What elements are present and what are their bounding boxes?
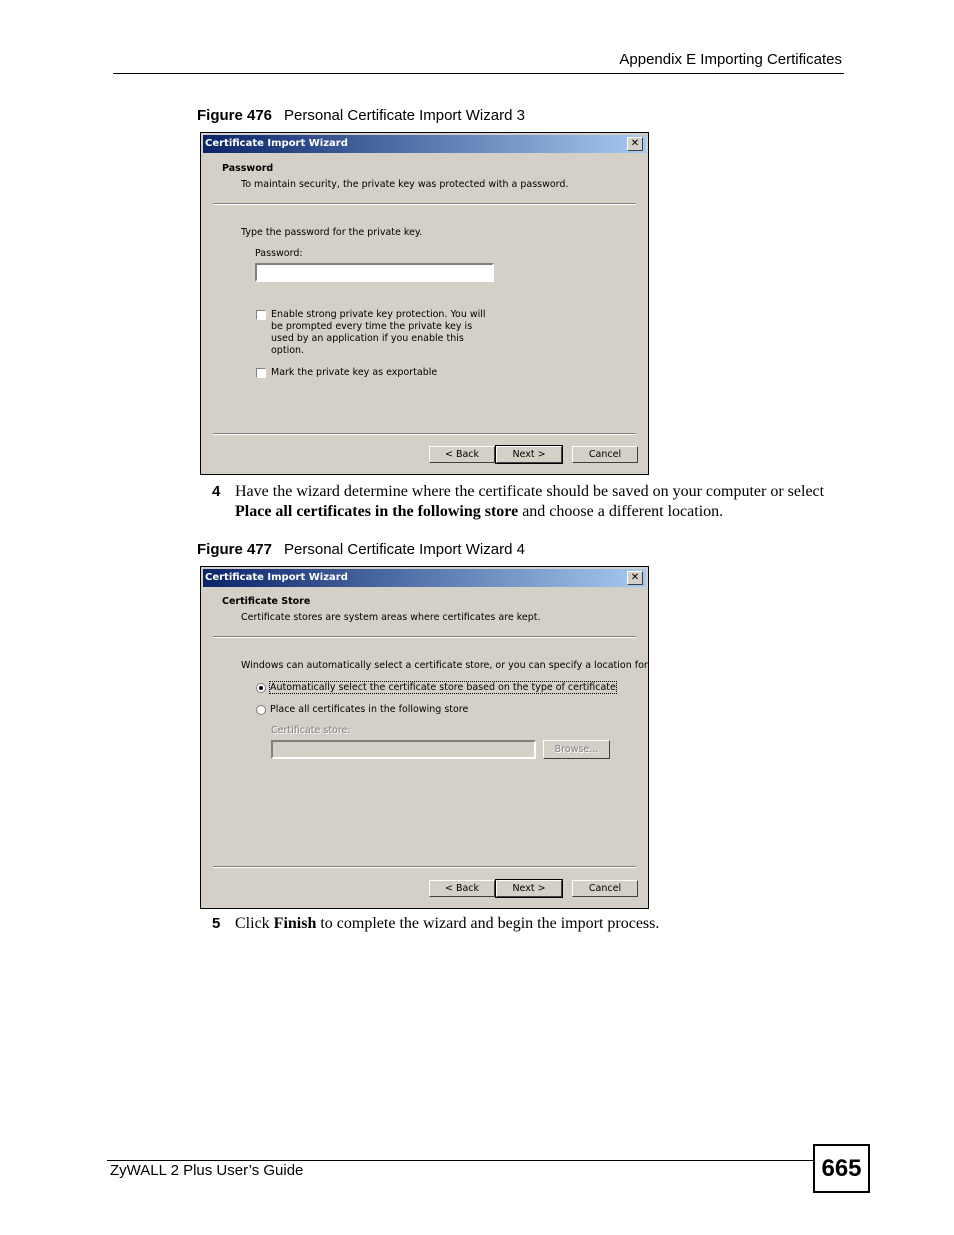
exportable-label: Mark the private key as exportable [271, 367, 438, 378]
dialog-heading: Certificate Store [222, 596, 311, 607]
password-label: Password: [255, 248, 303, 259]
back-button[interactable]: < Back [429, 446, 495, 463]
next-button[interactable]: Next > [496, 446, 562, 463]
password-input[interactable] [255, 263, 494, 282]
footer-rule [107, 1160, 813, 1161]
cancel-button[interactable]: Cancel [572, 880, 638, 897]
step-4-text-a: Have the wizard determine where the certificate should be saved on your computer or select [235, 483, 825, 500]
header-separator [213, 636, 636, 638]
store-instruction: Windows can automatically select a certificate store, or you can specify a location for [241, 660, 648, 671]
header-rule [113, 73, 844, 74]
dialog-title: Certificate Import Wizard [205, 138, 348, 149]
close-icon[interactable]: ✕ [627, 137, 643, 151]
auto-select-label: Automatically select the certificate store based on the type of certificate [270, 682, 616, 693]
guide-title: ZyWALL 2 Plus User’s Guide [110, 1162, 304, 1179]
running-header: Appendix E Importing Certificates [619, 51, 842, 68]
dialog-header-panel [203, 153, 646, 203]
step-5-number: 5 [212, 915, 221, 932]
figure-476-title: Personal Certificate Import Wizard 3 [284, 107, 525, 124]
cancel-button[interactable]: Cancel [572, 446, 638, 463]
exportable-checkbox[interactable] [256, 368, 266, 378]
dialog-subheading: To maintain security, the private key was protected with a password. [241, 179, 569, 190]
next-button[interactable]: Next > [496, 880, 562, 897]
dialog-heading: Password [222, 163, 274, 174]
step-4-text [235, 482, 835, 522]
step-5-text [235, 914, 835, 934]
step-5-bold: Finish [273, 915, 317, 932]
password-instruction: Type the password for the private key. [241, 227, 423, 238]
footer-separator [213, 866, 636, 868]
footer-separator [213, 433, 636, 435]
figure-477-label: Figure 477 [197, 541, 273, 558]
step-4-number: 4 [212, 483, 221, 500]
step-5-text-b: to complete the wizard and begin the import process. [316, 915, 660, 932]
figure-476-label: Figure 476 [197, 107, 273, 124]
page-number: 665 [813, 1144, 870, 1193]
place-all-label: Place all certificates in the following store [270, 704, 469, 715]
close-icon[interactable]: ✕ [627, 571, 643, 585]
dialog-title: Certificate Import Wizard [205, 572, 348, 583]
figure-476-caption [197, 107, 525, 124]
step-5-text-a: Click [235, 915, 274, 932]
figure-477-caption [197, 541, 525, 558]
step-4-bold: Place all certificates in the following store [235, 503, 519, 520]
strong-protection-checkbox[interactable] [256, 310, 266, 320]
header-separator [213, 203, 636, 205]
back-button[interactable]: < Back [429, 880, 495, 897]
figure-477-title: Personal Certificate Import Wizard 4 [284, 541, 525, 558]
auto-select-radio[interactable] [256, 683, 266, 693]
browse-button[interactable]: Browse... [543, 740, 610, 759]
strong-protection-label: Enable strong private key protection. You will be prompted every time the private key is used by an application if you enable this option. [271, 309, 486, 356]
certificate-store-wizard-dialog [200, 566, 649, 909]
dialog-title-bar [203, 569, 646, 587]
dialog-header-panel [203, 587, 646, 637]
step-4-text-b: and choose a different location. [518, 503, 724, 520]
password-wizard-dialog [200, 132, 649, 475]
certificate-store-input[interactable] [271, 740, 536, 759]
store-label: Certificate store: [271, 725, 351, 736]
place-all-radio[interactable] [256, 705, 266, 715]
dialog-subheading: Certificate stores are system areas where certificates are kept. [241, 612, 541, 623]
dialog-title-bar [203, 135, 646, 153]
